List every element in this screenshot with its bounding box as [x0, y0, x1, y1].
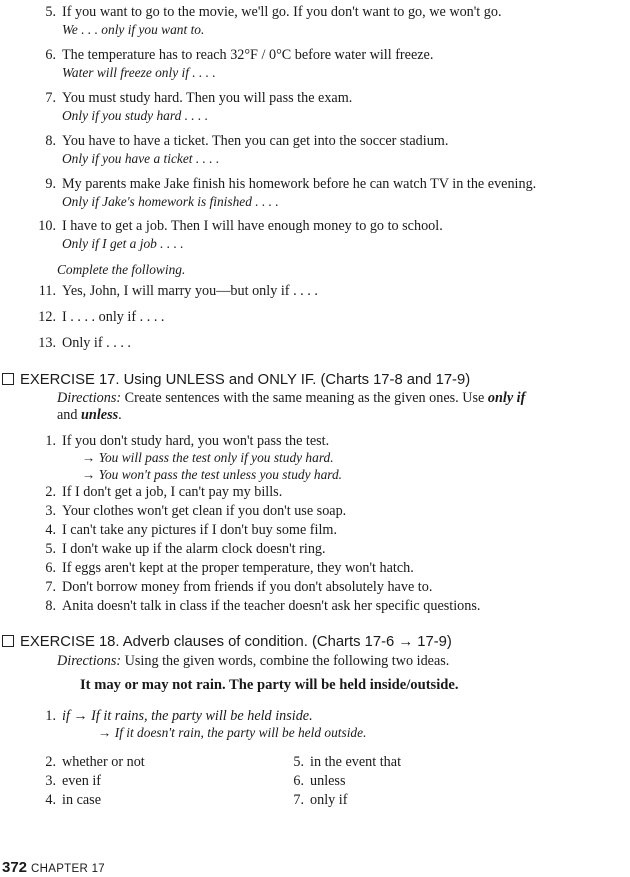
exercise-18-directions: Directions: Using the given words, combine the following two ideas.: [57, 653, 450, 669]
ex17-item-8: 8. Anita doesn't talk in class if the teacher doesn't ask her specific questions.: [45, 598, 481, 614]
ex17-item-7: 7. Don't borrow money from friends if you don't absolutely have to.: [45, 579, 433, 595]
ex17-item-2: 2. If I don't get a job, I can't pay my bills.: [45, 484, 283, 500]
item-13: 13. Only if . . . .: [38, 335, 131, 351]
ex18-item-6: 6. unless: [293, 773, 346, 789]
ex17-item-1: 1. If you don't study hard, you won't pass the test.: [45, 433, 330, 449]
ex17-item-5: 5. I don't wake up if the alarm clock doesn't ring.: [45, 541, 326, 557]
item-11: 11. Yes, John, I will marry you—but only if . . . .: [38, 283, 318, 299]
exercise-17-heading: EXERCISE 17. Using UNLESS and ONLY IF. (Charts 17-8 and 17-9): [2, 372, 470, 388]
ex17-item-4: 4. I can't take any pictures if I don't buy some film.: [45, 522, 337, 538]
exercise-18-prompt: It may or may not rain. The party will be held inside/outside.: [80, 677, 459, 693]
ex17-item-3: 3. Your clothes won't get clean if you don't use soap.: [45, 503, 347, 519]
complete-label: Complete the following.: [57, 262, 186, 277]
exercise-17-checkbox[interactable]: [2, 373, 14, 385]
exercise-17-directions: Directions: Create sentences with the same meaning as the given ones. Use only if: [57, 390, 526, 406]
ex18-item-2: 2. whether or not: [45, 754, 145, 770]
ex18-item-4: 4. in case: [45, 792, 101, 808]
page-footer: [2, 859, 105, 877]
ex18-item-7: 7. only if: [293, 792, 348, 808]
item-6: 6. The temperature has to reach 32°F / 0°C before water will freeze.: [45, 47, 434, 63]
item-5: 5. If you want to go to the movie, we'll go. If you don't want to go, we won't go.: [45, 4, 502, 20]
ex18-item-1: 1. if → If it rains, the party will be held inside.: [45, 708, 313, 724]
ex17-answer-2: → You won't pass the test unless you study hard.: [82, 467, 343, 482]
page-number: 372: [2, 859, 28, 876]
exercise-18-checkbox[interactable]: [2, 635, 14, 647]
item-9: 9. My parents make Jake finish his homework before he can watch TV in the evening.: [45, 176, 537, 192]
item-5-prompt: We . . . only if you want to.: [62, 22, 205, 37]
exercise-18-heading: EXERCISE 18. Adverb clauses of condition. (Charts 17-6 → 17-9): [2, 634, 452, 650]
exercise-17-directions-cont: and unless.: [57, 407, 122, 423]
ex17-item-6: 6. If eggs aren't kept at the proper temperature, they won't hatch.: [45, 560, 414, 576]
item-9-prompt: Only if Jake's homework is finished . . . .: [62, 194, 279, 209]
item-7-prompt: Only if you study hard . . . .: [62, 108, 209, 123]
item-10: 10. I have to get a job. Then I will have enough money to go to school.: [38, 218, 443, 234]
item-10-prompt: Only if I get a job . . . .: [62, 236, 184, 251]
item-12: 12. I . . . . only if . . . .: [38, 309, 165, 325]
item-8: 8. You have to have a ticket. Then you can get into the soccer stadium.: [45, 133, 449, 149]
ex18-item-5: 5. in the event that: [293, 754, 402, 770]
item-8-prompt: Only if you have a ticket . . . .: [62, 151, 220, 166]
item-7: 7. You must study hard. Then you will pass the exam.: [45, 90, 353, 106]
ex18-item-3: 3. even if: [45, 773, 101, 789]
ex17-answer-1: → You will pass the test only if you study hard.: [82, 450, 334, 465]
item-6-prompt: Water will freeze only if . . . .: [62, 65, 216, 80]
ex18-item-1-b: → If it doesn't rain, the party will be held outside.: [98, 725, 367, 740]
chapter-label: CHAPTER 17: [31, 863, 105, 875]
